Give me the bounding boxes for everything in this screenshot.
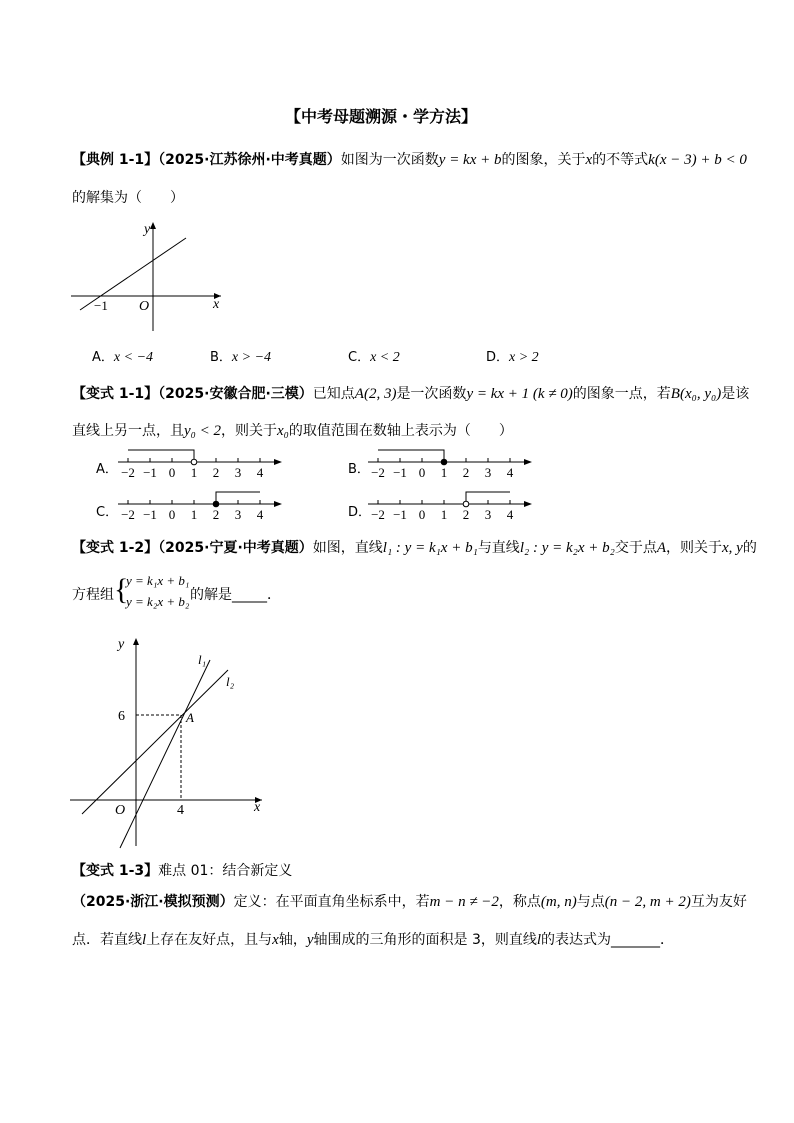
text: 的图象一点，若	[572, 386, 671, 402]
variant-1-3-line2	[72, 929, 674, 949]
nl-option-c-letter[interactable]: C．	[96, 505, 119, 520]
tick-label: 2	[462, 507, 470, 522]
origin-label: O	[139, 299, 150, 314]
text: 的图象，关于	[501, 152, 586, 168]
tick-label: −1	[393, 507, 407, 522]
tick-label: 3	[484, 507, 492, 522]
option-a[interactable]	[92, 346, 153, 366]
math-point: (n − 2, m + 2)	[604, 894, 691, 910]
x-label: x	[213, 297, 220, 312]
text: 与直线	[477, 540, 520, 556]
source: （2025·江苏徐州·中考真题）	[158, 152, 341, 168]
math-line2: l₂ : y = k₂x + b₂	[519, 540, 615, 556]
x-label: x	[254, 800, 261, 815]
text: 交于点	[614, 540, 657, 556]
source: （2025·浙江·模拟预测）	[72, 894, 234, 910]
tick-label: 4	[256, 465, 264, 480]
example-tag: 【典例 1-1】	[72, 152, 159, 168]
math-line1: l₁ : y = k₁x + b₁	[382, 540, 478, 556]
option-letter: B．	[210, 350, 232, 365]
nl-option-b-letter[interactable]: B．	[348, 462, 370, 477]
text: 轴围成的三角形的面积是 3，则直线	[313, 932, 537, 948]
variant-1-2-line1	[72, 537, 757, 557]
text: 是该	[721, 386, 750, 402]
tick-label: 2	[212, 507, 220, 522]
equation-2: y = k₂x + b₂	[126, 594, 190, 609]
tick-label: 4	[506, 507, 514, 522]
text: 互为友好	[690, 894, 747, 910]
text: 如图，直线	[312, 540, 383, 556]
text: 的不等式	[592, 152, 649, 168]
math-var: x	[585, 152, 593, 168]
tick-label: −2	[121, 465, 135, 480]
y-label: y	[118, 637, 125, 652]
tick-four: 4	[177, 803, 184, 818]
math-cond: m − n ≠ −2	[429, 894, 499, 910]
tick-neg1: −1	[94, 298, 108, 313]
open-endpoint	[191, 459, 197, 465]
l2-label: l₂	[226, 674, 235, 689]
tick-label: 3	[234, 507, 242, 522]
math-var: x₀	[277, 423, 289, 439]
text: 轴，	[278, 932, 307, 948]
number-line-c	[116, 488, 286, 526]
option-text: x > 2	[509, 350, 539, 365]
tick-six: 6	[118, 709, 125, 724]
line-l2	[82, 670, 228, 814]
tick-label: 0	[418, 465, 426, 480]
variant-1-2-line2a: 方程组	[72, 587, 114, 603]
option-letter: D．	[486, 350, 510, 365]
text: 的取值范围在数轴上表示为（ ）	[288, 423, 513, 439]
tick-label: 0	[418, 507, 426, 522]
text: 的表达式为_______．	[541, 932, 675, 948]
variant-1-1-line1	[72, 383, 749, 403]
number-line-arrow	[274, 459, 282, 465]
tick-label: −2	[371, 507, 385, 522]
math-vars: x, y	[722, 540, 743, 556]
tick-label: 3	[484, 465, 492, 480]
text: 定义：在平面直角坐标系中，若	[233, 894, 430, 910]
source: （2025·宁夏·中考真题）	[158, 540, 313, 556]
tick-label: −2	[121, 507, 135, 522]
tick-label: 4	[256, 507, 264, 522]
closed-endpoint	[441, 459, 447, 465]
number-line-d	[366, 488, 536, 526]
example-1-1-line2: 的解集为（ ）	[72, 190, 184, 206]
variant-1-2-line2b: 的解是_____．	[190, 587, 281, 603]
graph-example-1-1	[66, 218, 236, 338]
number-line-arrow	[524, 501, 532, 507]
source: （2025·安徽合肥·三模）	[158, 386, 313, 402]
line-l1	[120, 660, 210, 848]
closed-endpoint	[213, 501, 219, 507]
math-point: A(2, 3)	[354, 386, 397, 402]
math-point: (m, n)	[540, 894, 577, 910]
range-bracket	[128, 450, 194, 462]
variant-tag: 【变式 1-3】	[72, 863, 159, 879]
tick-label: 2	[212, 465, 220, 480]
option-letter: A．	[92, 350, 114, 365]
variant-1-3-line1	[72, 891, 747, 911]
nl-option-d-letter[interactable]: D．	[348, 505, 372, 520]
variant-1-1-line2	[72, 420, 513, 440]
tick-label: 1	[190, 465, 198, 480]
math-point: B(x₀, y₀)	[670, 386, 722, 402]
math-var: l	[536, 932, 542, 948]
y-axis-arrow	[133, 638, 139, 645]
tick-label: 1	[440, 465, 448, 480]
tick-label: 2	[462, 465, 470, 480]
option-b[interactable]	[210, 346, 271, 366]
option-text: x > −4	[231, 350, 272, 365]
number-line-arrow	[274, 501, 282, 507]
text: 如图为一次函数	[340, 152, 439, 168]
number-line-a	[116, 446, 286, 484]
text: 上存在友好点，且与	[146, 932, 273, 948]
text: 是一次函数	[396, 386, 467, 402]
brace: {	[114, 573, 129, 606]
tick-label: 3	[234, 465, 242, 480]
y-label: y	[144, 222, 151, 237]
origin-label: O	[115, 803, 126, 818]
math-func: y = kx + b	[438, 152, 502, 168]
text: 已知点	[312, 386, 355, 402]
range-bracket	[378, 450, 444, 462]
number-line-b	[366, 446, 536, 484]
text: 直线上另一点，且	[72, 423, 184, 439]
equation-1: y = k₁x + b₁	[126, 573, 190, 588]
page-title: 【中考母题溯源・学方法】	[285, 107, 478, 126]
tick-label: 1	[190, 507, 198, 522]
variant-1-3-header	[72, 860, 292, 880]
tick-label: −2	[371, 465, 385, 480]
text: ，称点	[498, 894, 541, 910]
math-cond: y₀ < 2	[184, 423, 221, 439]
tag-rest: 难点 01：结合新定义	[158, 863, 293, 879]
option-text: x < −4	[113, 350, 154, 365]
text: 与点	[576, 894, 605, 910]
number-line-arrow	[524, 459, 532, 465]
tick-label: 0	[168, 507, 176, 522]
text: ，则关于	[221, 423, 277, 439]
option-letter: C．	[348, 350, 371, 365]
open-endpoint	[463, 501, 469, 507]
tick-label: 4	[506, 465, 514, 480]
graph-variant-1-2	[66, 630, 276, 852]
tick-label: −1	[143, 465, 157, 480]
math-var: y	[306, 932, 314, 948]
math-point: A	[656, 540, 667, 556]
tick-label: −1	[393, 465, 407, 480]
math-var: l	[142, 932, 147, 948]
nl-option-a-letter[interactable]: A．	[96, 462, 118, 477]
point-a-label: A	[186, 710, 194, 725]
text: 点．若直线	[72, 932, 142, 948]
l1-label: l₁	[198, 652, 207, 667]
tick-label: −1	[143, 507, 157, 522]
variant-tag: 【变式 1-1】	[72, 386, 159, 402]
text: ，则关于	[666, 540, 723, 556]
option-text: x < 2	[370, 350, 400, 365]
variant-tag: 【变式 1-2】	[72, 540, 159, 556]
y-axis-arrow	[150, 222, 156, 229]
option-d[interactable]	[486, 346, 539, 366]
tick-label: 0	[168, 465, 176, 480]
math-inequality: k(x − 3) + b < 0	[648, 152, 747, 168]
math-func: y = kx + 1 (k ≠ 0)	[466, 386, 573, 402]
example-1-1-line1	[72, 149, 747, 169]
option-c[interactable]	[348, 346, 400, 366]
tick-label: 1	[440, 507, 448, 522]
math-var: x	[272, 932, 279, 948]
text: 的	[742, 540, 757, 556]
